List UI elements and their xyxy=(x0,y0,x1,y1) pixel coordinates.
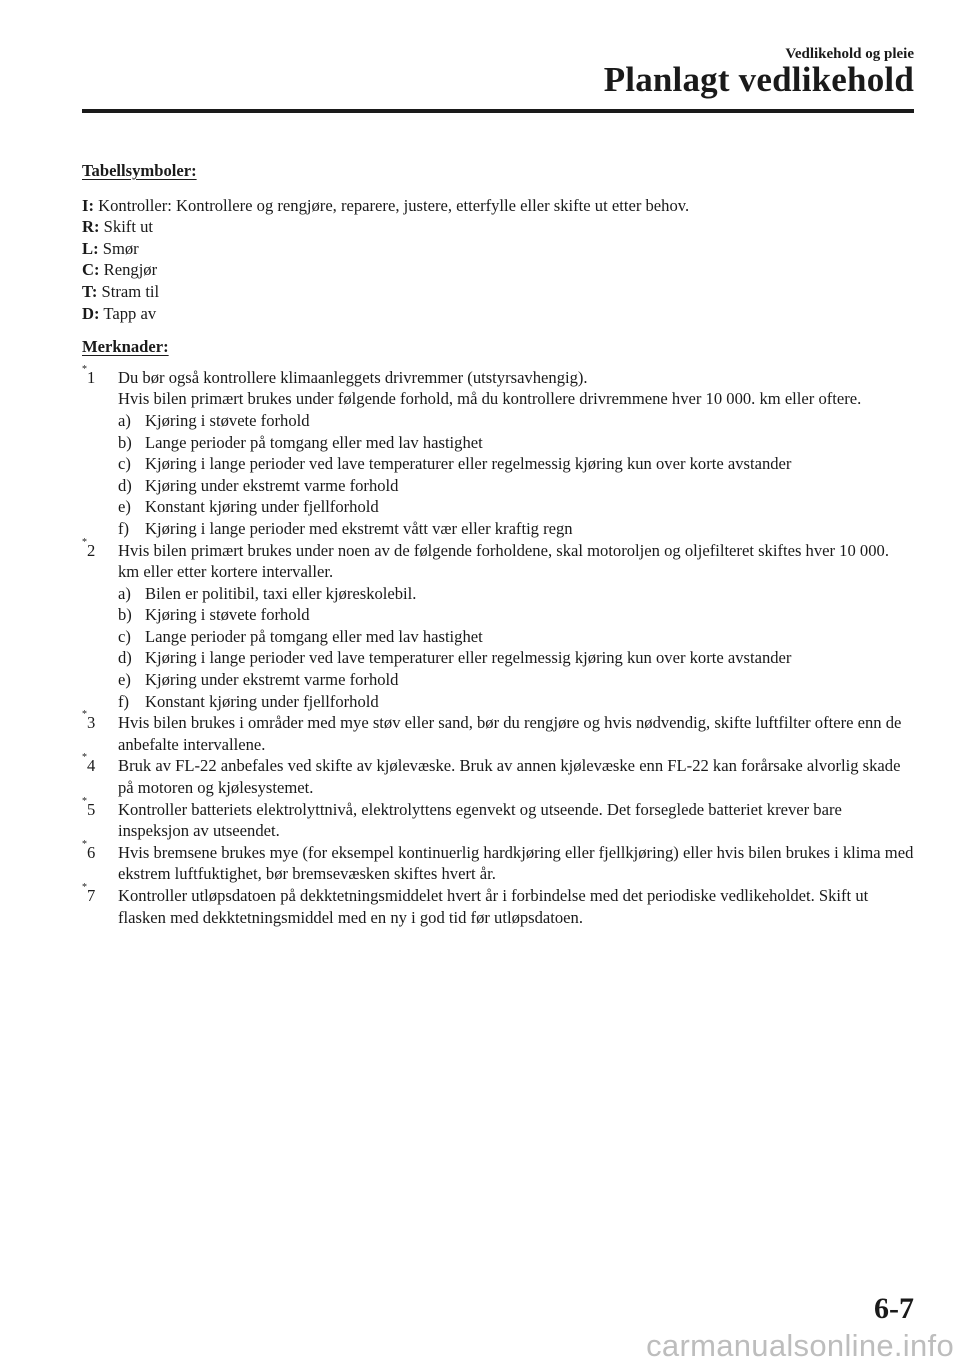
condition-text: Kjøring i lange perioder ved lave temperaturer eller regelmessig kjøring kun over korte avstander xyxy=(145,454,792,474)
condition-text: Kjøring under ekstremt varme forhold xyxy=(145,670,399,690)
condition-text: Kjøring i lange perioder ved lave temperaturer eller regelmessig kjøring kun over korte avstander xyxy=(145,648,792,668)
page-title: Planlagt vedlikehold xyxy=(603,60,914,99)
symbol-description: Tapp av xyxy=(103,303,157,323)
footnote xyxy=(82,752,914,798)
symbol-description: Skift ut xyxy=(103,217,153,237)
watermark: carmanualsonline.info xyxy=(646,1328,954,1363)
symbol-key: R: xyxy=(82,217,100,237)
condition-letter: a) xyxy=(118,410,131,430)
symbol-row xyxy=(82,281,914,303)
condition-letter: d) xyxy=(118,648,132,668)
footnote-marker xyxy=(82,838,118,864)
condition-letter: d) xyxy=(118,475,132,495)
footnote-marker xyxy=(82,752,118,777)
footnote-text: Hvis bremsene brukes mye (for eksempel kontinuerlig hardkjøring eller fjellkjøring) eller hvis bilen brukes i klima med ekstrem luftfuktighet, bør bremsevæsken skiftes hvert år. xyxy=(118,842,914,884)
symbol-key: C: xyxy=(82,260,100,280)
symbols-list xyxy=(82,195,914,325)
condition-item xyxy=(118,518,914,540)
notes-heading: Merknader: xyxy=(82,337,169,357)
footnote-number: 4 xyxy=(87,756,96,776)
symbol-key: I: xyxy=(82,195,94,215)
symbol-row xyxy=(82,303,914,325)
condition-text: Lange perioder på tomgang eller med lav hastighet xyxy=(145,626,483,646)
condition-text: Bilen er politibil, taxi eller kjøreskolebil. xyxy=(145,583,417,603)
section-title: Vedlikehold og pleie xyxy=(785,46,914,62)
symbol-description: Rengjør xyxy=(103,260,158,280)
condition-item xyxy=(118,583,914,605)
condition-letter: f) xyxy=(118,518,130,538)
footnote-star: * xyxy=(82,752,87,764)
notes-list xyxy=(82,363,914,928)
footnote-star: * xyxy=(82,363,87,375)
condition-item xyxy=(118,604,914,626)
condition-item xyxy=(118,496,914,518)
symbol-description: Smør xyxy=(102,238,139,258)
symbol-key: D: xyxy=(82,303,100,323)
footnote xyxy=(82,709,914,755)
condition-item xyxy=(118,410,914,432)
condition-item xyxy=(118,475,914,497)
condition-text: Konstant kjøring under fjellforhold xyxy=(145,691,379,711)
footnote-marker xyxy=(82,536,118,562)
symbol-row xyxy=(82,238,914,260)
condition-letter: b) xyxy=(118,432,132,452)
footnote-number: 2 xyxy=(87,540,96,560)
footnote-text: Kontroller batteriets elektrolyttnivå, elektrolyttens egenvekt og utseende. Det forseglede batteriet krever bare inspeksjon av utseendet. xyxy=(118,799,842,841)
footnote-star: * xyxy=(82,536,87,548)
condition-text: Kjøring i støvete forhold xyxy=(145,605,310,625)
condition-letter: e) xyxy=(118,497,131,517)
footnote-number: 7 xyxy=(87,886,96,905)
footnote-number: 5 xyxy=(87,799,96,819)
condition-text: Konstant kjøring under fjellforhold xyxy=(145,497,379,517)
condition-letter: b) xyxy=(118,605,132,625)
condition-item xyxy=(118,691,914,713)
page-content xyxy=(82,160,914,928)
header-divider xyxy=(82,109,914,113)
condition-item xyxy=(118,453,914,475)
condition-list xyxy=(118,410,914,540)
footnote-text: Bruk av FL-22 anbefales ved skifte av kjølevæske. Bruk av annen kjølevæske enn FL-22 kan forårsake alvorlig skade på motoren og kjølesystemet. xyxy=(118,756,901,798)
condition-letter: c) xyxy=(118,626,131,646)
footnote-text: Du bør også kontrollere klimaanleggets drivremmer (utstyrsavhengig). xyxy=(118,367,588,387)
condition-letter: f) xyxy=(118,691,130,711)
footnote-text: Hvis bilen primært brukes under noen av de følgende forholdene, skal motoroljen og oljefilteret skiftes hver 10 000. km eller etter kortere intervaller. xyxy=(118,540,889,582)
footnote xyxy=(82,536,914,713)
symbol-row xyxy=(82,216,914,238)
footnote xyxy=(82,838,914,885)
condition-text: Kjøring under ekstremt varme forhold xyxy=(145,475,399,495)
footnote-star: * xyxy=(82,795,87,807)
footnote-number: 1 xyxy=(87,367,96,387)
footnote xyxy=(82,795,914,842)
condition-item xyxy=(118,432,914,454)
footnote-number: 3 xyxy=(87,713,96,733)
footnote-marker xyxy=(82,709,118,734)
condition-item xyxy=(118,626,914,648)
footnote xyxy=(82,363,914,540)
page-number: 6-7 xyxy=(874,1292,914,1325)
symbol-key: T: xyxy=(82,281,98,301)
condition-letter: a) xyxy=(118,583,131,603)
footnote-text: Hvis bilen brukes i områder med mye støv eller sand, bør du rengjøre og hvis nødvendig, skifte luftfilter oftere enn de anbefalte intervallene. xyxy=(118,713,902,754)
footnote-number: 6 xyxy=(87,842,96,862)
footnote-marker xyxy=(82,882,118,907)
symbol-description: Stram til xyxy=(101,281,160,301)
footnote-star: * xyxy=(82,838,87,850)
footnote-star: * xyxy=(82,709,87,721)
condition-item xyxy=(118,647,914,669)
symbol-row xyxy=(82,195,914,217)
condition-text: Kjøring i støvete forhold xyxy=(145,410,310,430)
footnote-marker xyxy=(82,363,118,389)
condition-item xyxy=(118,669,914,691)
symbol-row xyxy=(82,259,914,281)
footnote-text: Kontroller utløpsdatoen på dekktetningsmiddelet hvert år i forbindelse med det periodiske vedlikeholdet. Skift ut flasken med dekktetningsmiddel med en ny i god tid før utløpsdatoen. xyxy=(118,886,869,927)
symbol-description: Kontroller: Kontrollere og rengjøre, reparere, justere, etterfylle eller skifte ut etter behov. xyxy=(98,195,690,215)
condition-list xyxy=(118,583,914,713)
condition-text: Lange perioder på tomgang eller med lav hastighet xyxy=(145,432,483,452)
symbols-heading: Tabellsymboler: xyxy=(82,161,197,180)
footnote xyxy=(82,882,914,928)
condition-letter: c) xyxy=(118,454,131,474)
condition-text: Kjøring i lange perioder med ekstremt vått vær eller kraftig regn xyxy=(145,518,573,538)
condition-letter: e) xyxy=(118,670,131,690)
footnote-star: * xyxy=(82,882,87,893)
footnote-text: Hvis bilen primært brukes under følgende forhold, må du kontrollere drivremmene hver 10 000. km eller oftere. xyxy=(118,389,862,409)
symbol-key: L: xyxy=(82,238,99,258)
footnote-marker xyxy=(82,795,118,821)
